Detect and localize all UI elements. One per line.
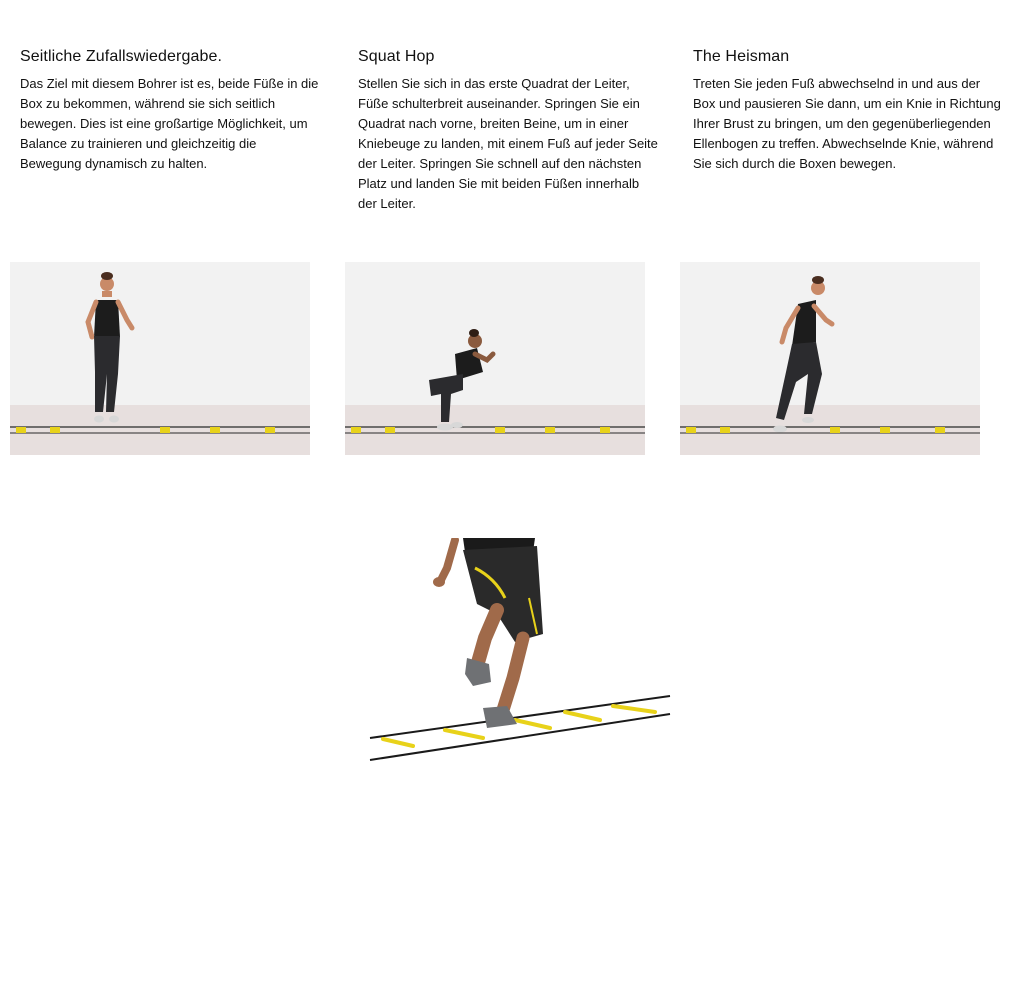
section-text: Stellen Sie sich in das erste Quadrat der Leiter, Füße schulterbreit auseinander. Springen Sie ein Quadrat nach vorne, breiten Beine, um in einer Kniebeuge zu landen, mit einem Fuß auf jeder Seite der Leiter. Springen Sie schnell auf den nächsten Platz und landen Sie mit beiden Füßen innerhalb der Leiter. — [358, 76, 658, 211]
section-text: Das Ziel mit diesem Bohrer ist es, beide Füße in die Box zu bekommen, während sie sich seitlich bewegen. Dies ist eine großartige Möglichkeit, um Balance zu trainieren und gleichzeitig die Bewegung dynamisch zu halten. — [20, 76, 319, 171]
section-text: Treten Sie jeden Fuß abwechselnd in und aus der Box und pausieren Sie dann, um ein Knie in Richtung Ihrer Brust zu bringen, um den gegenüberliegenden Ellenbogen zu treffen. Abwechselnde Knie, während Sie sich durch die Boxen bewegen. — [693, 76, 1001, 171]
section-heisman — [693, 46, 1003, 174]
photo-squat-hop — [345, 262, 645, 455]
section-lateral-shuffle — [20, 46, 320, 174]
photo-agility-ladder-run — [365, 538, 675, 768]
section-squat-hop — [358, 46, 658, 214]
photo-heisman — [680, 262, 980, 455]
section-title: Squat Hop — [358, 48, 435, 65]
section-title: Seitliche Zufallswiedergabe. — [20, 48, 223, 65]
section-title: The Heisman — [693, 48, 790, 65]
photo-lateral-shuffle — [10, 262, 310, 455]
